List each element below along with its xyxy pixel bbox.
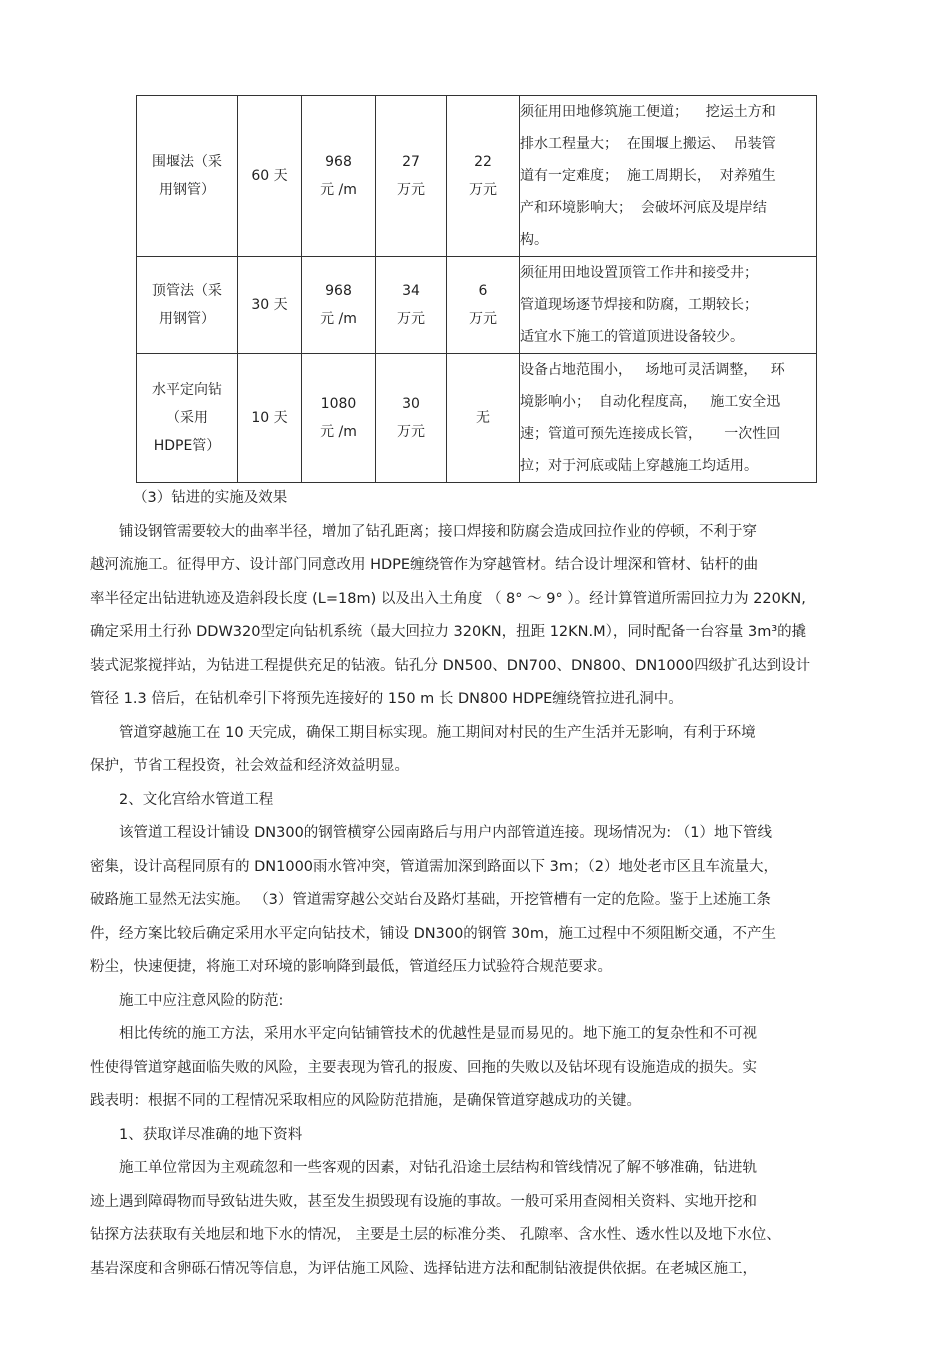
paragraph-line: 施工中应注意风险的防范:: [119, 992, 284, 1009]
unit-price-cell: 968 元 /m: [302, 257, 376, 354]
description-cell: 须征用田地设置顶管工作井和接受井； 管道现场逐节焊接和防腐，工期较长； 适宜水下施工的管道顶进设备较少。: [520, 257, 817, 354]
description-cell: 须征用田地修筑施工便道； 挖运土方和 排水工程量大； 在围堰上搬运、 吊装管 道有一定难度； 施工周期长， 对养殖生 产和环境影响大； 会破坏河底及堤岸结 构。: [520, 96, 817, 257]
section-heading: （3）钻进的实施及效果: [133, 490, 288, 506]
paragraph-line: 管道穿越施工在 10 天完成，确保工期目标实现。施工期间对村民的生产生活并无影响，有利于环境: [119, 724, 756, 741]
paragraph-line: 践表明：根据不同的工程情况采取相应的风险防范措施，是确保管道穿越成功的关键。: [90, 1093, 641, 1109]
paragraph-line: 管径 1.3 倍后，在钻机牵引下将预先连接好的 150 m 长 DN800 HDPE缠绕管拉进孔洞中。: [90, 691, 683, 707]
paragraph-line: 铺设钢管需要较大的曲率半径，增加了钻孔距离；接口焊接和防腐会造成回拉作业的停顿，不利于穿: [119, 523, 757, 540]
table-row: [137, 354, 817, 483]
method-cell: 水平定向钻 （采用 HDPE管）: [137, 354, 238, 483]
method-cell: 顶管法（采 用钢管）: [137, 257, 238, 354]
section-heading: 1、获取详尽准确的地下资料: [119, 1126, 303, 1143]
paragraph-line: 件，经方案比较后确定采用水平定向钻技术，铺设 DN300的钢管 30m，施工过程中不须阻断交通，不产生: [90, 925, 776, 942]
table-row: [137, 257, 817, 354]
cost-cell: 6 万元: [447, 257, 520, 354]
duration-cell: 30 天: [238, 257, 302, 354]
unit-price-cell: 1080 元 /m: [302, 354, 376, 483]
cost-cell: 34 万元: [376, 257, 447, 354]
paragraph-line: 确定采用土行孙 DDW320型定向钻机系统（最大回拉力 320KN，扭距 12KN.M），同时配备一台容量 3m³的撬: [90, 624, 807, 640]
paragraph-line: 保护，节省工程投资，社会效益和经济效益明显。: [90, 758, 409, 774]
cost-cell: 无: [447, 354, 520, 483]
method-cell: 围堰法（采 用钢管）: [137, 96, 238, 257]
paragraph-line: 粉尘，快速便捷，将施工对环境的影响降到最低，管道经压力试验符合规范要求。: [90, 959, 612, 975]
paragraph-line: 越河流施工。征得甲方、设计部门同意改用 HDPE缠绕管作为穿越管材。结合设计埋深和管材、钻杆的曲: [90, 557, 759, 573]
paragraph-line: 该管道工程设计铺设 DN300的钢管横穿公园南路后与用户内部管道连接。现场情况为: （1）地下管线: [119, 825, 773, 841]
paragraph-line: 施工单位常因为主观疏忽和一些客观的因素，对钻孔沿途土层结构和管线情况了解不够准确，钻进轨: [119, 1160, 757, 1176]
paragraph-line: 相比传统的施工方法，采用水平定向钻铺管技术的优越性是显而易见的。地下施工的复杂性和不可视: [119, 1026, 757, 1042]
description-cell: 设备占地范围小， 场地可灵活调整， 环 境影响小； 自动化程度高， 施工安全迅 速；管道可预先连接成长管， 一次性回 拉；对于河底或陆上穿越施工均适用。: [520, 354, 817, 483]
paragraph-line: 基岩深度和含卵砾石情况等信息，为评估施工风险、选择钻进方法和配制钻液提供依据。在老城区施工，: [90, 1260, 757, 1277]
paragraph-line: 破路施工显然无法实施。 （3）管道需穿越公交站台及路灯基础，开挖管槽有一定的危险。鉴于上述施工条: [90, 892, 771, 908]
body-text: [90, 482, 870, 1286]
paragraph-line: 密集，设计高程同原有的 DN1000雨水管冲突，管道需加深到路面以下 3m；（2）地处老市区且车流量大，: [90, 858, 778, 875]
duration-cell: 60 天: [238, 96, 302, 257]
comparison-table: [136, 95, 817, 483]
section-heading: 2、文化宫给水管道工程: [119, 791, 274, 808]
paragraph-line: 迹上遇到障碍物而导致钻进失败，甚至发生损毁现有设施的事故。一般可采用查阅相关资料、实地开挖和: [90, 1193, 757, 1210]
cost-cell: 22 万元: [447, 96, 520, 257]
unit-price-cell: 968 元 /m: [302, 96, 376, 257]
duration-cell: 10 天: [238, 354, 302, 483]
table-row: [137, 96, 817, 257]
paragraph-line: 装式泥浆搅拌站，为钻进工程提供充足的钻液。钻孔分 DN500、DN700、DN800、DN1000四级扩孔达到设计: [90, 657, 811, 674]
paragraph-line: 钻探方法获取有关地层和地下水的情况， 主要是土层的标准分类、 孔隙率、含水性、透水性以及地下水位、: [90, 1227, 781, 1243]
paragraph-line: 性使得管道穿越面临失败的风险，主要表现为管孔的报废、回拖的失败以及钻坏现有设施造成的损失。实: [90, 1059, 757, 1076]
cost-cell: 27 万元: [376, 96, 447, 257]
paragraph-line: 率半径定出钻进轨迹及造斜段长度 (L=18m) 以及出入土角度 （ 8° ～ 9° ）。经计算管道所需回拉力为 220KN,: [90, 590, 806, 607]
cost-cell: 30 万元: [376, 354, 447, 483]
